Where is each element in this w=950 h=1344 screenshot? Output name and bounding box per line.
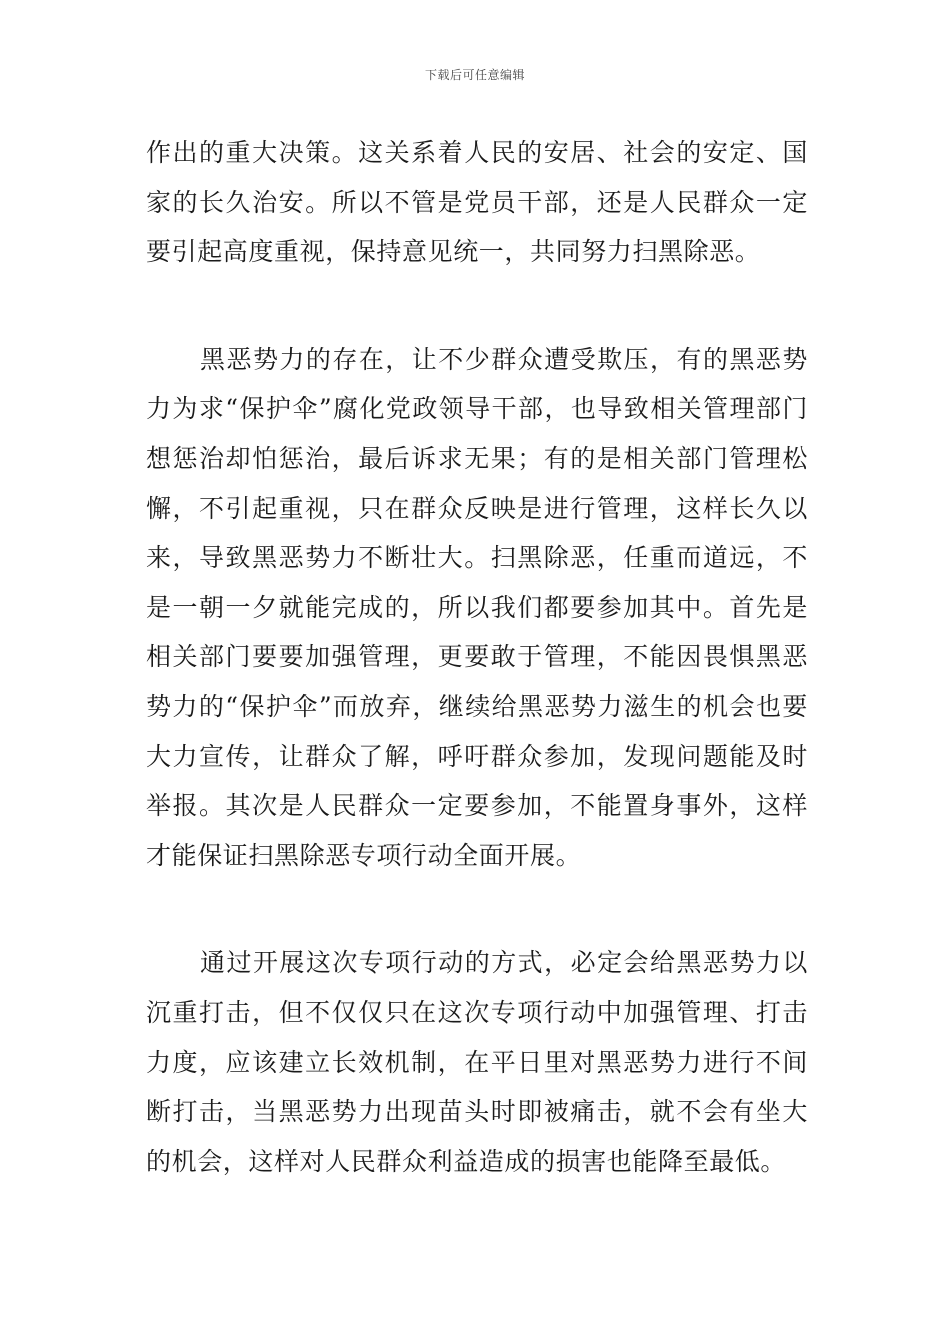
paragraph-spacer <box>146 277 808 335</box>
paragraph-continuation: 作出的重大决策。这关系着人民的安居、社会的安定、国家的长久治安。所以不管是党员干部，还是人民群众一定要引起高度重视，保持意见统一，共同努力扫黑除恶。 <box>146 138 808 267</box>
header-note: 下载后可任意编辑 <box>424 68 525 82</box>
paragraph-long-term-mechanism: 通过开展这次专项行动的方式，必定会给黑恶势力以沉重打击，但不仅仅只在这次专项行动中加强管理、打击力度，应该建立长效机制，在平日里对黑恶势力进行不间断打击，当黑恶势力出现苗头时即被痛击，就不会有坐大的机会，这样对人民群众利益造成的损害也能降至最低。 <box>146 948 808 1176</box>
paragraph-spacer <box>146 880 808 938</box>
paragraph-black-evil-forces: 黑恶势力的存在，让不少群众遭受欺压，有的黑恶势力为求“保护伞”腐化党政领导干部，也导致相关管理部门想惩治却怕惩治，最后诉求无果；有的是相关部门管理松懈，不引起重视，只在群众反映是进行管理，这样长久以来，导致黑恶势力不断壮大。扫黑除恶，任重而道远，不是一朝一夕就能完成的，所以我们都要参加其中。首先是相关部门要要加强管理，更要敢于管理，不能因畏惧黑恶势力的“保护伞”而放弃，继续给黑恶势力滋生的机会也要大力宣传，让群众了解，呼吁群众参加，发现问题能及时举报。其次是人民群众一定要参加，不能置身事外，这样才能保证扫黑除恶专项行动全面开展。 <box>146 344 808 870</box>
document-body <box>146 128 808 1186</box>
